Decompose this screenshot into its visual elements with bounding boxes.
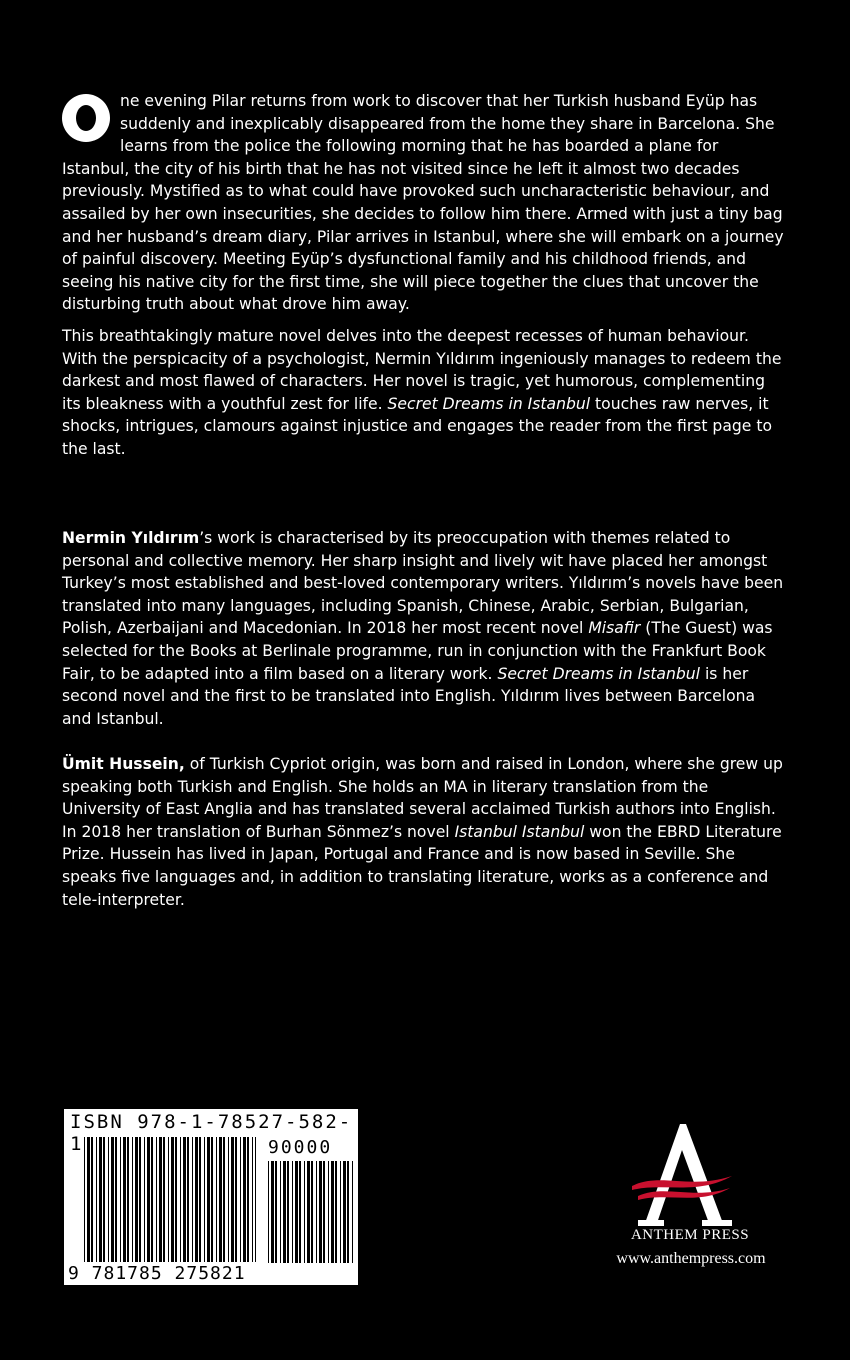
blurb-paragraph-2: This breathtakingly mature novel delves into the deepest recesses of human behaviour. With the perspicacity of a psychologist, Nermin Yıldırım ingeniously manages to redeem the darkest and most flawed of characters. Her novel is tragic, yet humorous, complementing its bleakness with a youthful zest for life. Secret Dreams in Istanbul touches raw nerves, it shocks, intrigues, clamours against injustice and engages the reader from the first page to the last. (62, 326, 782, 458)
ean-digits: 9 781785 275821 (68, 1263, 246, 1284)
anthem-press-logo-icon (620, 1120, 740, 1230)
isbn-barcode (62, 1107, 360, 1287)
addon-number: 90000 (268, 1137, 333, 1158)
back-cover-blurb (62, 90, 786, 470)
isbn-label: ISBN 978-1-78527-582-1 (70, 1111, 353, 1155)
drop-cap-o-icon (62, 94, 110, 142)
publisher-url[interactable]: www.anthempress.com (616, 1250, 766, 1267)
book-title: Secret Dreams in Istanbul (387, 394, 591, 413)
addon-barcode-bars (268, 1161, 354, 1263)
translator-name: Ümit Hussein, (62, 755, 185, 773)
publisher-name: ANTHEM PRESS (630, 1227, 750, 1243)
blurb-paragraph-1: ne evening Pilar returns from work to discover that her Turkish husband Eyüp has suddenly and inexplicably disappeared from the home they share in Barcelona. She learns from the police the following morning that he has boarded a plane for Istanbul, the city of his birth that he has not visited since he left it almost two decades previously. Mystified as to what could have provoked such uncharacteristic behaviour, and assailed by her own insecurities, she decides to follow him there. Armed with just a tiny bag and her husband’s dream diary, Pilar arrives in Istanbul, where she will embark on a journey of painful discovery. Meeting Eyüp’s dysfunctional family and his childhood friends, and seeing his native city for the first time, she will piece together the clues that uncover the disturbing truth about what drove him away. (62, 92, 784, 314)
author-name: Nermin Yıldırım (62, 529, 200, 547)
ean-barcode-bars (84, 1137, 256, 1262)
author-bio: Nermin Yıldırım’s work is characterised by its preoccupation with themes related to personal and collective memory. Her sharp insight and lively wit have placed her amongst Turkey’s most established and best-loved contemporary writers. Yıldırım’s novels have been translated into many languages, including Spanish, Chinese, Arabic, Serbian, Bulgarian, Polish, Azerbaijani and Macedonian. In 2018 her most recent novel Misafir (The Guest) was selected for the Books at Berlinale programme, run in conjunction with the Frankfurt Book Fair, to be adapted into a film based on a literary work. Secret Dreams in Istanbul is her second novel and the first to be translated into English. Yıldırım lives between Barcelona and Istanbul. (62, 529, 784, 728)
translator-bio: Ümit Hussein, of Turkish Cypriot origin, was born and raised in London, where she grew up speaking both Turkish and English. She holds an MA in literary translation from the University of East Anglia and has translated several acclaimed Turkish authors into English. In 2018 her translation of Burhan Sönmez’s novel Istanbul Istanbul won the EBRD Literature Prize. Hussein has lived in Japan, Portugal and France and is now based in Seville. She speaks five languages and, in addition to translating literature, works as a conference and tele-interpreter. (62, 755, 783, 909)
